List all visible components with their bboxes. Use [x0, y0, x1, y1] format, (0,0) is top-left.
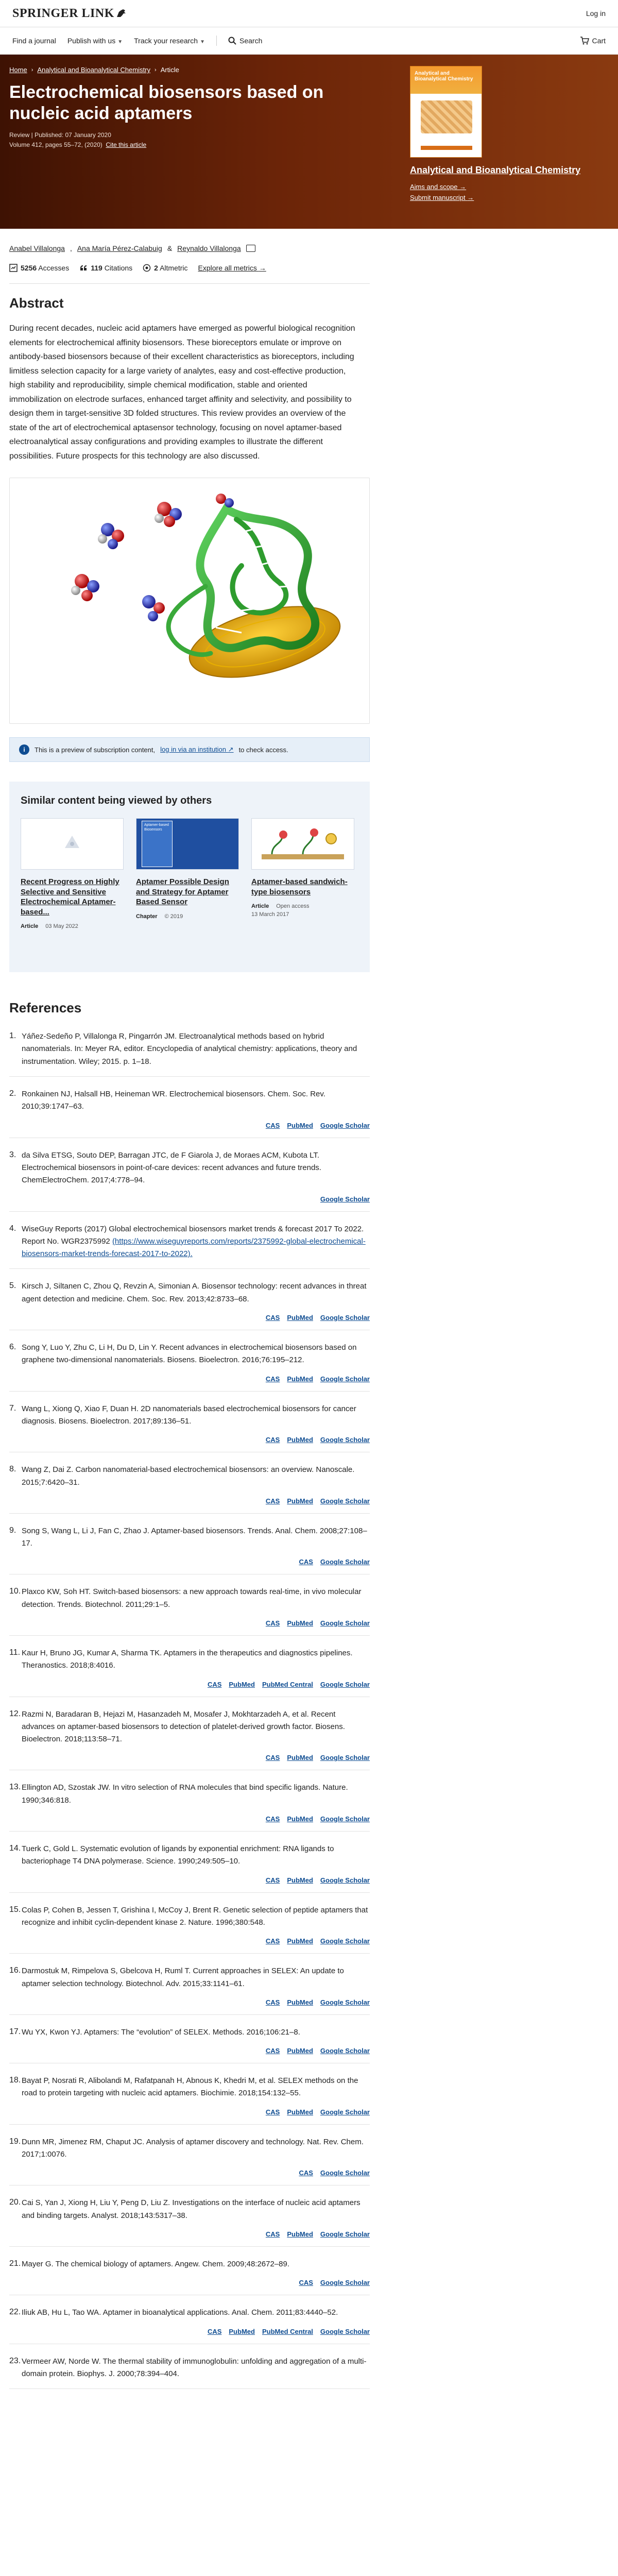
reference-number: 2. — [9, 1089, 16, 1098]
breadcrumb-journal[interactable]: Analytical and Bioanalytical Chemistry — [37, 66, 151, 74]
login-link[interactable]: Log in — [586, 9, 606, 18]
reference-links — [22, 1937, 370, 1945]
journal-panel — [410, 66, 606, 201]
altmetric-icon — [143, 264, 151, 272]
reference-item — [9, 1149, 370, 1212]
reference-cas-link[interactable]: CAS — [207, 2327, 222, 2335]
reference-cas-link[interactable]: CAS — [265, 2047, 280, 2055]
search-label: Search — [239, 37, 263, 45]
reference-links — [22, 2169, 370, 2177]
quote-icon — [79, 264, 88, 272]
reference-cas-link[interactable]: CAS — [299, 2279, 313, 2287]
reference-google-scholar-link[interactable]: Google Scholar — [320, 2230, 370, 2238]
reference-cas-link[interactable]: CAS — [265, 1815, 280, 1823]
reference-text — [22, 1280, 370, 1306]
reference-pubmed-link[interactable]: PubMed — [287, 2230, 313, 2238]
submit-manuscript-label: Submit manuscript — [410, 194, 466, 201]
reference-item — [9, 1525, 370, 1575]
reference-citation: Wu YX, Kwon YJ. Aptamers: The “evolution” of SELEX. Methods. 2016;106:21–8. — [22, 2027, 300, 2037]
sandwich-assay-diagram — [256, 823, 349, 865]
article-volume: Volume 412, pages 55–72, (2020) — [9, 141, 102, 148]
reference-cas-link[interactable]: CAS — [265, 1754, 280, 1762]
reference-text — [22, 1342, 370, 1367]
reference-citation: Plaxco KW, Soh HT. Switch-based biosensors: a new approach towards real-time, in vivo molecular detection. Trends. Biotechnol. 2011;29:1–5. — [22, 1587, 362, 1609]
citations-label: Citations — [104, 264, 133, 272]
reference-text — [22, 2075, 370, 2100]
cart-button[interactable] — [580, 37, 606, 45]
email-icon[interactable] — [246, 245, 255, 252]
reference-number: 3. — [9, 1150, 16, 1159]
similar-item-thumbnail — [136, 818, 239, 870]
institution-login-link[interactable] — [160, 745, 233, 754]
reference-links — [22, 1122, 370, 1129]
similar-item-type: Article — [251, 903, 269, 910]
explore-metrics-label: Explore all metrics — [198, 264, 257, 272]
info-icon: i — [19, 744, 29, 755]
preview-suffix: to check access. — [238, 745, 288, 754]
citations-metric — [79, 264, 132, 272]
reference-text — [22, 1904, 370, 1929]
reference-cas-link[interactable]: CAS — [265, 1375, 280, 1383]
reference-links — [22, 1314, 370, 1321]
reference-links — [22, 1998, 370, 2006]
reference-number: 22. — [9, 2308, 21, 2317]
journal-links — [410, 183, 606, 201]
reference-google-scholar-link[interactable]: Google Scholar — [320, 1195, 370, 1203]
reference-item — [9, 1782, 370, 1832]
similar-item-date: © 2019 — [164, 913, 183, 920]
reference-number: 20. — [9, 2198, 21, 2207]
reference-number: 23. — [9, 2356, 21, 2365]
reference-number: 8. — [9, 1465, 16, 1474]
reference-item — [9, 2307, 370, 2344]
reference-google-scholar-link[interactable]: Google Scholar — [320, 2279, 370, 2287]
cart-icon — [580, 37, 589, 45]
reference-number: 15. — [9, 1905, 21, 1914]
reference-citation: WiseGuy Reports (2017) Global electrochemical biosensors market trends & forecast 2017 To 2022. Report No. WGR2375992 — [22, 1224, 364, 1246]
book-cover-image — [142, 821, 173, 867]
publish-link[interactable] — [67, 37, 123, 45]
reference-citation: Iliuk AB, Hu L, Tao WA. Aptamer in bioanalytical applications. Anal. Chem. 2011;83:4440–52. — [22, 2308, 338, 2317]
arrow-right-icon: → — [259, 264, 266, 272]
chevron-right-icon: › — [31, 66, 33, 73]
reference-item — [9, 1708, 370, 1771]
publish-label: Publish with us — [67, 37, 116, 45]
breadcrumb-current: Article — [160, 66, 179, 74]
external-link-icon: ↗ — [228, 745, 234, 754]
reference-pubmed-link[interactable]: PubMed — [287, 1815, 313, 1823]
accesses-metric — [9, 264, 69, 272]
reference-citation: Ellington AD, Szostak JW. In vitro selection of RNA molecules that bind specific ligands. Nature. 1990;346:818. — [22, 1783, 348, 1805]
reference-number: 18. — [9, 2076, 21, 2085]
reference-google-scholar-link[interactable]: Google Scholar — [320, 1121, 370, 1129]
submit-manuscript-link[interactable] — [410, 194, 606, 201]
article-type-date: Review | Published: 07 January 2020 — [9, 131, 111, 139]
reference-google-scholar-link[interactable]: Google Scholar — [320, 2047, 370, 2055]
main-nav — [0, 27, 618, 55]
reference-links — [22, 1815, 370, 1823]
reference-item — [9, 2026, 370, 2063]
reference-links — [22, 2328, 370, 2335]
reference-links — [22, 2230, 370, 2238]
search-icon — [228, 37, 236, 45]
similar-item-meta — [21, 923, 124, 929]
reference-text — [22, 2136, 370, 2161]
reference-text — [22, 1223, 370, 1261]
similar-item-meta — [251, 903, 354, 909]
reference-pubmed-link[interactable]: PubMed — [287, 1436, 313, 1444]
reference-cas-link[interactable]: CAS — [299, 1558, 313, 1566]
reference-citation: Bayat P, Nosrati R, Alibolandi M, Rafatpanah H, Abnous K, Khedri M, et al. SELEX methods on the road to protein targeting with nucleic acid aptamers. Biochimie. 2018;154:132–55. — [22, 2076, 358, 2098]
reference-pubmed-link[interactable]: PubMed — [229, 1680, 255, 1688]
reference-text — [22, 2307, 370, 2319]
reference-pubmed-link[interactable]: PubMed — [287, 1754, 313, 1762]
reference-google-scholar-link[interactable]: Google Scholar — [320, 1754, 370, 1762]
author-separator: & — [167, 244, 173, 252]
reference-text — [22, 2258, 370, 2270]
reference-item — [9, 1280, 370, 1330]
reference-number: 17. — [9, 2027, 21, 2036]
reference-google-scholar-link[interactable]: Google Scholar — [320, 1497, 370, 1505]
altmetric-label: Altmetric — [160, 264, 188, 272]
journal-cover-title: Analytical and Bioanalytical Chemistry — [415, 71, 473, 82]
reference-google-scholar-link[interactable]: Google Scholar — [320, 1876, 370, 1884]
similar-item-date-row — [251, 911, 354, 918]
arrow-right-icon: → — [459, 183, 467, 191]
reference-text — [22, 1586, 370, 1611]
reference-cas-link[interactable]: CAS — [265, 1998, 280, 2006]
reference-google-scholar-link[interactable]: Google Scholar — [320, 2169, 370, 2177]
reference-google-scholar-link[interactable]: Google Scholar — [320, 1998, 370, 2006]
reference-google-scholar-link[interactable]: Google Scholar — [320, 1375, 370, 1383]
reference-citation: Song S, Wang L, Li J, Fan C, Zhao J. Aptamer-based biosensors. Trends. Anal. Chem. 2008;27:108–17. — [22, 1526, 367, 1548]
reference-item — [9, 2075, 370, 2125]
reference-cas-link[interactable]: CAS — [299, 2169, 313, 2177]
reference-pubmed-link[interactable]: PubMed — [287, 2108, 313, 2116]
similar-content-panel — [9, 782, 370, 972]
track-research-link[interactable] — [134, 37, 205, 45]
logo-text: SPRINGER LINK — [12, 6, 114, 20]
reference-number: 4. — [9, 1224, 16, 1233]
accesses-label: Accesses — [38, 264, 70, 272]
reference-item — [9, 1904, 370, 1954]
reference-links — [22, 1497, 370, 1505]
author-separator: , — [70, 244, 72, 252]
journal-cover-image[interactable] — [410, 66, 482, 158]
abstract-text: During recent decades, nucleic acid aptamers have emerged as powerful biological recognition elements for electrochemical affinity biosensors. These bioreceptors emulate or improve on antibody-based biosensors because of their excellent characteristics as bioreceptors, including limitless selection capacity for a large variety of analytes, easy and cost-effective production, high stability and reproducibility, simple chemical modification, stable and oriented immobilization on electrode surfaces, enhanced target affinity and selectivity, and possibility to design them in target-sensitive 3D folded structures. This review provides an overview of the state of the art of electrochemical aptasensor technology, focusing on novel aptamer-based electroanalytical assay configurations and providing examples to illustrate the different possibilities. Future prospects for this technology are also discussed. — [9, 324, 355, 461]
reference-text — [22, 1149, 370, 1187]
cite-article-link[interactable]: Cite this article — [106, 141, 147, 148]
similar-item[interactable] — [136, 818, 239, 929]
preview-text: This is a preview of subscription content, — [35, 745, 156, 754]
abstract-heading: Abstract — [9, 295, 64, 311]
reference-item — [9, 1403, 370, 1453]
section-divider — [9, 283, 370, 284]
reference-url-link[interactable]: (https://www.wiseguyreports.com/reports/2375992-global-electrochemical-biosensors-market-trends-forecast-2017-to-2022). — [22, 1236, 366, 1259]
similar-item-date: 03 May 2022 — [45, 923, 78, 930]
aptamer-structure-illustration — [10, 478, 370, 724]
reference-number: 16. — [9, 1966, 21, 1975]
explore-metrics-link[interactable] — [198, 264, 266, 272]
reference-google-scholar-link[interactable]: Google Scholar — [320, 1815, 370, 1823]
reference-links — [22, 1436, 370, 1444]
reference-text — [22, 1843, 370, 1868]
reference-links — [22, 1195, 370, 1203]
article-title: Electrochemical biosensors based on nucleic acid aptamers — [9, 82, 324, 123]
reference-text — [22, 1088, 370, 1113]
reference-pubmed-link[interactable]: PubMed — [287, 1876, 313, 1884]
reference-item — [9, 2197, 370, 2247]
reference-item — [9, 2136, 370, 2186]
reference-pubmed-link[interactable]: PubMed — [229, 2327, 255, 2335]
reference-citation: Tuerk C, Gold L. Systematic evolution of ligands by exponential enrichment: RNA ligands to bacteriophage T4 DNA polymerase. Science. 1990;249:505–10. — [22, 1844, 334, 1866]
reference-text — [22, 2355, 370, 2381]
reference-citation: Kirsch J, Siltanen C, Zhou Q, Revzin A, Simonian A. Biosensor technology: recent advances in threat agent detection and medicine. Chem. Soc. Rev. 2013;42:8733–68. — [22, 1282, 367, 1303]
reference-links — [22, 2279, 370, 2286]
altmetric-metric — [143, 264, 187, 272]
reference-item — [9, 1030, 370, 1077]
subscription-notice — [9, 737, 370, 762]
reference-item — [9, 1586, 370, 1636]
reference-links — [22, 1375, 370, 1383]
reference-pubmed-link[interactable]: PubMed — [287, 1497, 313, 1505]
reference-links — [22, 1681, 370, 1688]
similar-item-title[interactable]: Aptamer Possible Design and Strategy for Aptamer Based Sensor — [136, 877, 229, 907]
springer-horse-icon — [116, 9, 127, 18]
reference-text — [22, 1647, 370, 1672]
aims-scope-link[interactable] — [410, 183, 606, 191]
reference-google-scholar-link[interactable]: Google Scholar — [320, 1937, 370, 1945]
similar-item-date: 13 March 2017 — [251, 911, 289, 918]
similar-item[interactable] — [21, 818, 124, 929]
similar-item-type: Chapter — [136, 913, 158, 920]
similar-content-list — [21, 818, 358, 929]
reference-cas-link[interactable]: CAS — [207, 1680, 222, 1688]
similar-item-thumbnail — [251, 818, 354, 870]
reference-text — [22, 1965, 370, 1990]
reference-citation: Wang Z, Dai Z. Carbon nanomaterial-based electrochemical biosensors: an overview. Nanoscale. 2015;7:6420–31. — [22, 1465, 355, 1487]
reference-links — [22, 1619, 370, 1627]
author-list — [9, 244, 370, 252]
institution-login-label: log in via an institution — [160, 745, 227, 754]
reference-pubmed-link[interactable]: PubMed — [287, 1121, 313, 1129]
reference-links — [22, 1754, 370, 1761]
main-content — [9, 244, 370, 2389]
search-button[interactable] — [228, 37, 262, 45]
reference-text — [22, 1464, 370, 1489]
reference-cas-link[interactable]: CAS — [265, 1619, 280, 1627]
reference-google-scholar-link[interactable]: Google Scholar — [320, 1680, 370, 1688]
reference-citation: Ronkainen NJ, Halsall HB, Heineman WR. Electrochemical biosensors. Chem. Soc. Rev. 2010;39:1747–63. — [22, 1090, 325, 1111]
reference-citation: Darmostuk M, Rimpelova S, Gbelcova H, Ruml T. Current approaches in SELEX: An update to aptamer selection technology. Biotechnol. Adv. 2015;33:1141–61. — [22, 1967, 344, 1988]
reference-citation: Cai S, Yan J, Xiong H, Liu Y, Peng D, Liu Z. Investigations on the interface of nucleic acid aptamers and binding targets. Analyst. 2018;143:5317–38. — [22, 2198, 360, 2220]
reference-pubmed-link[interactable]: PubMed — [287, 1998, 313, 2006]
reference-text — [22, 2026, 370, 2039]
reference-links — [22, 1558, 370, 1566]
reference-citation: Dunn MR, Jimenez RM, Chaput JC. Analysis of aptamer discovery and technology. Nat. Rev. Chem. 2017;1:0076. — [22, 2137, 364, 2159]
reference-pubmed-central-link[interactable]: PubMed Central — [262, 2327, 313, 2335]
reference-cas-link[interactable]: CAS — [265, 2108, 280, 2116]
reference-google-scholar-link[interactable]: Google Scholar — [320, 1314, 370, 1322]
reference-item — [9, 2355, 370, 2389]
reference-text — [22, 1525, 370, 1550]
arrow-right-icon: → — [467, 194, 474, 201]
reference-links — [22, 1876, 370, 1884]
reference-cas-link[interactable]: CAS — [265, 1314, 280, 1322]
reference-citation: da Silva ETSG, Souto DEP, Barragan JTC, de F Giarola J, de Moraes ACM, Kubota LT. Electrochemical biosensors in point-of-care devices: recent advances and future trends. ChemElectroChem. 2017;4:778–94. — [22, 1150, 321, 1185]
reference-number: 14. — [9, 1844, 21, 1853]
article-meta — [9, 130, 379, 150]
reference-pubmed-link[interactable]: PubMed — [287, 1937, 313, 1945]
reference-item — [9, 1342, 370, 1392]
author-link[interactable]: Ana María Pérez-Calabuig — [77, 244, 162, 252]
reference-cas-link[interactable]: CAS — [265, 1876, 280, 1884]
reference-item — [9, 1843, 370, 1893]
reference-item — [9, 1965, 370, 2015]
cart-label: Cart — [592, 37, 606, 45]
references-list — [9, 1030, 370, 2389]
similar-item-thumbnail — [21, 818, 124, 870]
similar-item-title[interactable]: Recent Progress on Highly Selective and Sensitive Electrochemical Aptamer-based... — [21, 877, 119, 917]
reference-text — [22, 2197, 370, 2222]
reference-links — [22, 2108, 370, 2116]
reference-citation: Colas P, Cohen B, Jessen T, Grishina I, McCoy J, Brent R. Genetic selection of peptide aptamers that recognize and inhibit cyclin-dependent kinase 2. Nature. 1996;380:548. — [22, 1905, 368, 1927]
author-link[interactable]: Reynaldo Villalonga — [177, 244, 241, 252]
reference-citation: Yáñez-Sedeño P, Villalonga R, Pingarrón JM. Electroanalytical methods based on hybrid nanomaterials. In: Meyer RA, editor. Encyclopedia of analytical chemistry: applications, theory and instrumentation. Wiley; 2015. p. 1–18. — [22, 1032, 357, 1066]
reference-number: 1. — [9, 1031, 16, 1041]
reference-pubmed-link[interactable]: PubMed — [287, 1375, 313, 1383]
reference-text — [22, 1030, 370, 1068]
springer-link-logo[interactable] — [12, 7, 127, 21]
reference-google-scholar-link[interactable]: Google Scholar — [320, 1558, 370, 1566]
aims-scope-label: Aims and scope — [410, 183, 458, 191]
reference-citation: Razmi N, Baradaran B, Hejazi M, Hasanzadeh M, Mosafer J, Mokhtarzadeh A, et al. Recent advances on aptamer-based biosensors to detection of platelet-derived growth factor. Biosens. Bioelectron. 2018;113:58–71. — [22, 1709, 345, 1744]
reference-text — [22, 1708, 370, 1746]
reference-number: 7. — [9, 1403, 16, 1413]
reference-number: 9. — [9, 1526, 16, 1535]
similar-item-type: Article — [21, 923, 39, 930]
reference-item — [9, 1647, 370, 1697]
book-cover-title: Aptamer-based Biosensors — [144, 823, 169, 832]
reference-cas-link[interactable]: CAS — [265, 1436, 280, 1444]
similar-item[interactable] — [251, 818, 354, 929]
reference-citation: Song Y, Luo Y, Zhu C, Li H, Du D, Lin Y. Recent advances in electrochemical biosensors based on graphene two-dimensional nanomaterials. Biosens. Bioelectron. 2016;76:195–212. — [22, 1343, 357, 1365]
reference-google-scholar-link[interactable]: Google Scholar — [320, 1436, 370, 1444]
placeholder-image-icon — [62, 834, 82, 854]
altmetric-value: 2 — [154, 264, 158, 272]
references-heading: References — [9, 1000, 82, 1016]
reference-text — [22, 1403, 370, 1428]
reference-cas-link[interactable]: CAS — [265, 1937, 280, 1945]
journal-cover-bar — [421, 146, 472, 150]
reference-cas-link[interactable]: CAS — [265, 1121, 280, 1129]
reference-number: 19. — [9, 2137, 21, 2146]
reference-links — [22, 2047, 370, 2055]
find-journal-label: Find a journal — [12, 37, 56, 45]
reference-number: 10. — [9, 1587, 21, 1596]
reference-number: 11. — [9, 1648, 21, 1657]
reference-pubmed-central-link[interactable]: PubMed Central — [262, 1680, 313, 1688]
reference-number: 13. — [9, 1783, 21, 1792]
accesses-value: 5256 — [21, 264, 37, 272]
reference-item — [9, 1464, 370, 1514]
breadcrumb-home[interactable]: Home — [9, 66, 27, 74]
reference-google-scholar-link[interactable]: Google Scholar — [320, 1619, 370, 1627]
breadcrumb — [9, 66, 379, 74]
article-metrics — [9, 264, 370, 272]
chevron-down-icon: ▼ — [117, 39, 123, 45]
reference-pubmed-link[interactable]: PubMed — [287, 1619, 313, 1627]
graphical-abstract-figure[interactable] — [9, 478, 370, 724]
download-icon — [9, 264, 18, 272]
reference-citation: Wang L, Xiong Q, Xiao F, Duan H. 2D nanomaterials based electrochemical biosensors for cancer diagnosis. Biosens. Bioelectron. 2017;89:136–51. — [22, 1404, 356, 1426]
citations-value: 119 — [91, 264, 102, 272]
reference-google-scholar-link[interactable]: Google Scholar — [320, 2327, 370, 2335]
reference-number: 5. — [9, 1281, 16, 1291]
reference-cas-link[interactable]: CAS — [265, 2230, 280, 2238]
similar-item-title[interactable]: Aptamer-based sandwich-type biosensors — [251, 877, 348, 896]
open-access-label: Open access — [276, 903, 310, 910]
find-journal-link[interactable] — [12, 37, 56, 45]
reference-item — [9, 2258, 370, 2295]
article-hero — [0, 55, 618, 229]
chevron-down-icon: ▼ — [200, 39, 205, 45]
reference-google-scholar-link[interactable]: Google Scholar — [320, 2108, 370, 2116]
author-link[interactable]: Anabel Villalonga — [9, 244, 65, 252]
journal-cover-graphic — [421, 100, 472, 133]
track-label: Track your research — [134, 37, 198, 45]
top-bar — [0, 0, 618, 27]
reference-item — [9, 1088, 370, 1138]
reference-item — [9, 1223, 370, 1269]
reference-pubmed-link[interactable]: PubMed — [287, 1314, 313, 1322]
reference-pubmed-link[interactable]: PubMed — [287, 2047, 313, 2055]
journal-name-link[interactable]: Analytical and Bioanalytical Chemistry — [410, 165, 581, 175]
reference-cas-link[interactable]: CAS — [265, 1497, 280, 1505]
similar-item-meta — [136, 913, 239, 920]
reference-number: 21. — [9, 2259, 21, 2268]
reference-citation: Kaur H, Bruno JG, Kumar A, Sharma TK. Aptamers in the therapeutics and diagnostics pipelines. Theranostics. 2018;8:4016. — [22, 1648, 353, 1670]
reference-text — [22, 1782, 370, 1807]
chevron-right-icon: › — [154, 66, 157, 73]
similar-content-heading: Similar content being viewed by others — [21, 795, 212, 807]
reference-citation: Mayer G. The chemical biology of aptamers. Angew. Chem. 2009;48:2672–89. — [22, 2259, 290, 2268]
reference-citation: Vermeer AW, Norde W. The thermal stability of immunoglobulin: unfolding and aggregation of a multi-domain protein. Biophys. J. 2000;78:394–404. — [22, 2357, 367, 2378]
nav-divider — [216, 36, 217, 46]
reference-number: 6. — [9, 1343, 16, 1352]
reference-number: 12. — [9, 1709, 21, 1718]
